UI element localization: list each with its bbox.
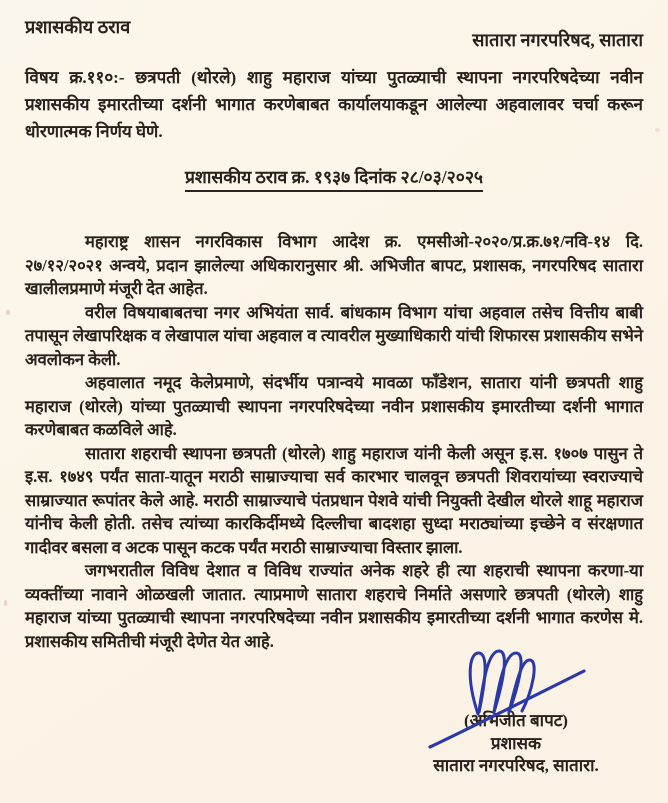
signatory-name: (अभिजीत बापट): [464, 711, 568, 730]
resolution-heading-row: [25, 166, 643, 192]
body-paragraph: जगभरातील विविध देशात व विविध राज्यांत अनेक शहरे ही त्या शहराची स्थापना करणा-या व्यक्तींच्या नावाने ओळखली जातात. त्याप्रमाणे सातारा शहराचे निर्माते असणारे छत्रपती (थोरले) शाहु महाराज यांच्या पुतळ्याची स्थापना नगरपरिषदेच्या नवीन प्रशासकीय इमारतीच्या दर्शनी भागात करणेस मे. प्रशासकीय समितीची मंजूरी देणेत येत आहे.: [25, 561, 643, 651]
document-header: [25, 16, 643, 51]
signatory-designation: प्रशासक: [490, 733, 542, 753]
document-type-label: प्रशासकीय ठराव: [25, 17, 131, 37]
body-paragraph: सातारा शहराची स्थापना छत्रपती (थोरले) शाहु महाराज यांनी केली असून इ.स. १७०७ पासुन ते इ.स. १७४९ पर्यंत साता-यातून मराठी साम्राज्याचा सर्व कारभार चालवून छत्रपती शिवरायांच्या स्वराज्याचे साम्राज्यात रूपांतर केले आहे. मराठी साम्राज्याचे पंतप्रधान पेशवे यांची नियुक्ती देखील थोरले शाहू महाराज यांनीच केली होती. तसेच त्यांच्या कारकिर्दीमध्ये दिल्लीचा बादशहा सुध्दा मराठ्यांच्या इच्छेने व संरक्षणात गादीवर बसला व अटक पासून कटक पर्यंत मराठी साम्राज्याचा विस्तार झाला.: [25, 443, 643, 557]
scan-speck: [4, 600, 7, 606]
body-paragraph: महाराष्ट्र शासन नगरविकास विभाग आदेश क्र. एमसीओ-२०२०/प्र.क्र.७१/नवि-१४ दि. २७/१२/२०२१ अन्वये, प्रदान झालेल्या अधिकारानुसार श्री. अभिजीत बापट, प्रशासक, नगरपरिषद सातारा खालीलप्रमाणे मंजूरी देत आहेत.: [25, 232, 643, 298]
scan-speck: [6, 310, 10, 315]
signature-block: [396, 646, 636, 778]
body-paragraph: वरील विषयाबाबतचा नगर अभियंता सार्व. बांधकाम विभाग यांचा अहवाल तसेच वित्तीय बाबी तपासून लेखापरिक्षक व लेखापाल यांचा अहवाल व त्यावरील मुख्याधिकारी यांची शिफारस प्रशासकीय सभेने अवलोकन केली.: [25, 302, 643, 369]
scan-speck: [655, 128, 660, 132]
signatory-office: सातारा नगरपरिषद, सातारा.: [433, 756, 599, 775]
document-body: [25, 230, 643, 653]
body-paragraph: अहवालात नमूद केलेप्रमाणे, संदर्भीय पत्रान्वये मावळा फाँडेशन, सातारा यांनी छत्रपती शाहु महाराज (थोरले) यांच्या पुतळ्याची स्थापना नगरपरिषदेच्या नवीन प्रशासकीय इमारतीच्या दर्शनी भागात करणेबाबत कळविले आहे.: [25, 373, 643, 439]
resolution-heading: प्रशासकीय ठराव क्र. १९३७ दिनांक २८/०३/२०२५: [185, 166, 483, 192]
organization-name-label: सातारा नगरपरिषद, सातारा: [472, 30, 643, 50]
subject-paragraph: विषय क्र.११०:- छत्रपती (थोरले) शाहु महाराज यांच्या पुतळ्याची स्थापना नगरपरिषदेच्या नवीन प्रशासकीय इमारतीच्या दर्शनी भागात करणेबाबत कार्यालयाकडून आलेल्या अहवालावर चर्चा करून धोरणात्मक निर्णय घेणे.: [25, 68, 643, 141]
